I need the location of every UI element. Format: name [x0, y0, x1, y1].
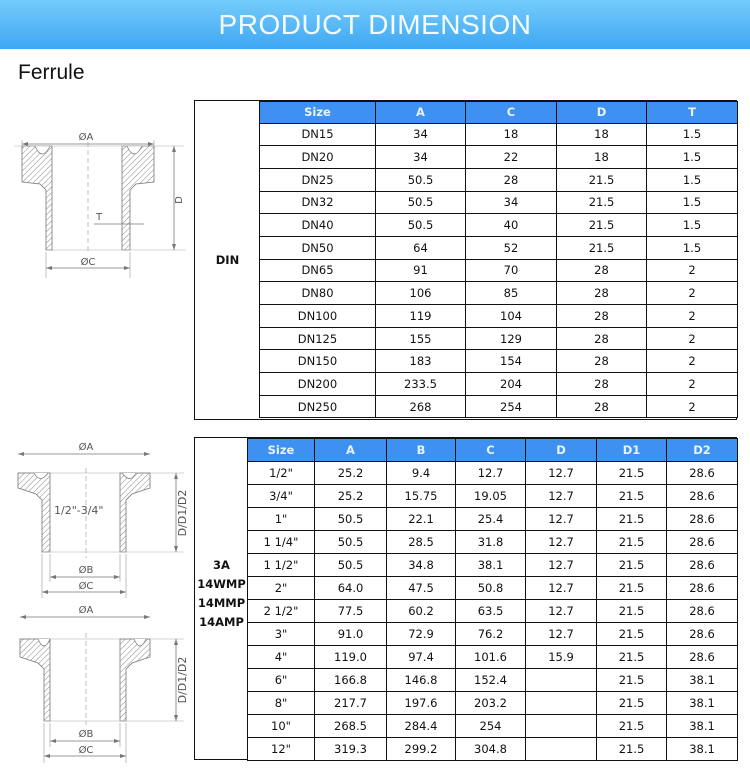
dim-b-label: ØB	[78, 729, 94, 740]
cell-d2: 28.6	[667, 461, 738, 484]
table-row	[248, 714, 738, 737]
cell-size: DN15	[260, 123, 376, 146]
group-label-line: 14AMP	[199, 615, 244, 629]
cell-a: 319.3	[315, 737, 387, 760]
cell-size: DN65	[260, 259, 376, 282]
cell-size: 2"	[248, 576, 315, 599]
cell-d: 12.7	[526, 530, 597, 553]
cell-a: 155	[376, 327, 466, 350]
cell-a: 34	[376, 146, 466, 169]
cell-a: 268.5	[315, 714, 387, 737]
cell-b: 197.6	[387, 691, 456, 714]
cell-b: 97.4	[387, 645, 456, 668]
dim-b-label: ØB	[78, 565, 94, 576]
header-d: D	[557, 101, 647, 123]
cell-b: 34.8	[387, 553, 456, 576]
cell-a: 233.5	[376, 373, 466, 396]
cell-size: DN32	[260, 191, 376, 214]
cell-d: 28	[557, 395, 647, 418]
cell-d1: 21.5	[597, 668, 667, 691]
cell-d: 28	[557, 327, 647, 350]
table-row	[260, 327, 738, 350]
cell-d2: 38.1	[667, 691, 738, 714]
table-row	[248, 507, 738, 530]
banner-title: PRODUCT DIMENSION	[218, 8, 532, 40]
cell-d1: 21.5	[597, 599, 667, 622]
cell-d: 28	[557, 282, 647, 305]
cell-d1: 21.5	[597, 507, 667, 530]
cell-d2: 28.6	[667, 530, 738, 553]
din-ferrule-drawing	[14, 128, 194, 278]
cell-b: 60.2	[387, 599, 456, 622]
cell-b: 284.4	[387, 714, 456, 737]
cell-size: 2 1/2"	[248, 599, 315, 622]
cell-a: 91	[376, 259, 466, 282]
din-group-label: DIN	[215, 253, 240, 267]
table-row	[248, 645, 738, 668]
cell-size: 10"	[248, 714, 315, 737]
cell-size: DN125	[260, 327, 376, 350]
cell-a: 119.0	[315, 645, 387, 668]
cell-d2: 28.6	[667, 553, 738, 576]
cell-a: 25.2	[315, 484, 387, 507]
cell-size: DN100	[260, 305, 376, 328]
cell-d2: 28.6	[667, 599, 738, 622]
cell-a: 166.8	[315, 668, 387, 691]
cell-a: 50.5	[315, 553, 387, 576]
header-size: Size	[248, 438, 315, 461]
cell-a: 119	[376, 305, 466, 328]
cell-d2: 38.1	[667, 714, 738, 737]
section-title: Ferrule	[18, 61, 85, 84]
cell-t: 2	[647, 373, 738, 396]
cell-d: 21.5	[557, 191, 647, 214]
cell-t: 2	[647, 305, 738, 328]
cell-t: 2	[647, 282, 738, 305]
cell-c: 254	[456, 714, 526, 737]
cell-c: 38.1	[456, 553, 526, 576]
cell-b: 47.5	[387, 576, 456, 599]
cell-d2: 28.6	[667, 507, 738, 530]
cell-d2: 28.6	[667, 576, 738, 599]
header-d1: D1	[597, 438, 667, 461]
small-ferrule-drawing	[14, 438, 194, 598]
table-row	[248, 668, 738, 691]
cell-d1: 21.5	[597, 484, 667, 507]
cell-d1: 21.5	[597, 622, 667, 645]
cell-d2: 28.6	[667, 645, 738, 668]
cell-size: 1/2"	[248, 461, 315, 484]
group-label-line: 3A	[213, 558, 230, 572]
cell-d1: 21.5	[597, 553, 667, 576]
cell-d1: 21.5	[597, 576, 667, 599]
dim-c-label: ØC	[78, 581, 94, 592]
cell-d	[526, 737, 597, 760]
cell-b: 9.4	[387, 461, 456, 484]
dim-c-label: ØC	[80, 257, 96, 268]
cell-d2: 38.1	[667, 737, 738, 760]
cell-d: 12.7	[526, 553, 597, 576]
cell-c: 63.5	[456, 599, 526, 622]
cell-a: 91.0	[315, 622, 387, 645]
cell-d1: 21.5	[597, 714, 667, 737]
cell-c: 28	[466, 168, 557, 191]
cell-d1: 21.5	[597, 691, 667, 714]
cell-size: DN250	[260, 395, 376, 418]
cell-d: 18	[557, 123, 647, 146]
cell-b: 72.9	[387, 622, 456, 645]
cell-a: 50.5	[376, 214, 466, 237]
cell-d1: 21.5	[597, 645, 667, 668]
cell-size: DN20	[260, 146, 376, 169]
cell-a: 50.5	[315, 530, 387, 553]
cell-d: 21.5	[557, 168, 647, 191]
cell-d: 12.7	[526, 622, 597, 645]
tri-clamp-dimension-table	[247, 438, 738, 761]
dim-a-label: ØA	[78, 132, 94, 143]
cell-b: 146.8	[387, 668, 456, 691]
cell-d: 12.7	[526, 507, 597, 530]
cell-c: 129	[466, 327, 557, 350]
cell-size: 6"	[248, 668, 315, 691]
cell-a: 50.5	[376, 191, 466, 214]
cell-size: 1"	[248, 507, 315, 530]
dim-t-label: T	[96, 212, 103, 223]
table-row	[260, 236, 738, 259]
header-c: C	[456, 438, 526, 461]
cell-a: 25.2	[315, 461, 387, 484]
table-row	[248, 576, 738, 599]
group-label-line: 14MMP	[197, 596, 246, 610]
header-d: D	[526, 438, 597, 461]
cell-d: 12.7	[526, 461, 597, 484]
table-row	[248, 530, 738, 553]
table-row	[260, 146, 738, 169]
cell-c: 154	[466, 350, 557, 373]
header-banner	[0, 0, 750, 49]
cell-c: 152.4	[456, 668, 526, 691]
dim-d-label: D/D1/D2	[176, 656, 189, 704]
cell-t: 1.5	[647, 191, 738, 214]
cell-d: 21.5	[557, 236, 647, 259]
table-row	[260, 305, 738, 328]
cell-c: 254	[466, 395, 557, 418]
cell-size: DN40	[260, 214, 376, 237]
cell-b: 28.5	[387, 530, 456, 553]
cell-d: 12.7	[526, 599, 597, 622]
header-a: A	[376, 101, 466, 123]
cell-c: 203.2	[456, 691, 526, 714]
table-row	[260, 259, 738, 282]
cell-c: 50.8	[456, 576, 526, 599]
cell-c: 76.2	[456, 622, 526, 645]
large-ferrule-drawing	[14, 603, 194, 763]
table-row	[260, 373, 738, 396]
table-row	[260, 214, 738, 237]
cell-size: DN150	[260, 350, 376, 373]
cell-d: 28	[557, 259, 647, 282]
table-row	[248, 484, 738, 507]
table-row	[260, 168, 738, 191]
dim-d-label: D/D1/D2	[176, 489, 189, 537]
cell-a: 64	[376, 236, 466, 259]
cell-c: 31.8	[456, 530, 526, 553]
cell-d1: 21.5	[597, 737, 667, 760]
table-header-row	[248, 438, 738, 461]
table-row	[248, 599, 738, 622]
cell-c: 101.6	[456, 645, 526, 668]
table-row	[248, 461, 738, 484]
cell-size: 4"	[248, 645, 315, 668]
cell-t: 2	[647, 395, 738, 418]
size-range-note: 1/2"-3/4"	[54, 504, 104, 517]
cell-d2: 28.6	[667, 622, 738, 645]
cell-t: 2	[647, 259, 738, 282]
cell-t: 1.5	[647, 123, 738, 146]
table-row	[248, 737, 738, 760]
cell-t: 1.5	[647, 168, 738, 191]
cell-t: 1.5	[647, 236, 738, 259]
cell-size: DN50	[260, 236, 376, 259]
cell-d	[526, 691, 597, 714]
cell-b: 299.2	[387, 737, 456, 760]
cell-d	[526, 668, 597, 691]
cell-c: 85	[466, 282, 557, 305]
table-row	[248, 622, 738, 645]
cell-c: 304.8	[456, 737, 526, 760]
table-row	[248, 553, 738, 576]
cell-c: 204	[466, 373, 557, 396]
cell-a: 34	[376, 123, 466, 146]
cell-c: 25.4	[456, 507, 526, 530]
cell-a: 217.7	[315, 691, 387, 714]
table-row	[260, 282, 738, 305]
cell-size: DN25	[260, 168, 376, 191]
cell-d: 18	[557, 146, 647, 169]
cell-d: 21.5	[557, 214, 647, 237]
cell-b: 15.75	[387, 484, 456, 507]
cell-t: 1.5	[647, 214, 738, 237]
cell-d: 28	[557, 305, 647, 328]
table-row	[260, 350, 738, 373]
header-c: C	[466, 101, 557, 123]
cell-d: 15.9	[526, 645, 597, 668]
dim-a-label: ØA	[78, 442, 94, 453]
cell-c: 19.05	[456, 484, 526, 507]
cell-d: 12.7	[526, 576, 597, 599]
header-a: A	[315, 438, 387, 461]
cell-d: 12.7	[526, 484, 597, 507]
cell-d1: 21.5	[597, 461, 667, 484]
cell-d	[526, 714, 597, 737]
cell-c: 104	[466, 305, 557, 328]
tri-group-label	[196, 556, 247, 632]
cell-t: 2	[647, 327, 738, 350]
cell-a: 77.5	[315, 599, 387, 622]
header-b: B	[387, 438, 456, 461]
cell-c: 52	[466, 236, 557, 259]
header-size: Size	[260, 101, 376, 123]
cell-size: DN80	[260, 282, 376, 305]
cell-d: 28	[557, 373, 647, 396]
din-dimension-table	[259, 101, 738, 419]
cell-t: 2	[647, 350, 738, 373]
cell-c: 34	[466, 191, 557, 214]
cell-c: 40	[466, 214, 557, 237]
cell-size: 1 1/2"	[248, 553, 315, 576]
cell-b: 22.1	[387, 507, 456, 530]
cell-d: 28	[557, 350, 647, 373]
cell-a: 50.5	[315, 507, 387, 530]
header-t: T	[647, 101, 738, 123]
cell-a: 106	[376, 282, 466, 305]
group-label-line: 14WMP	[197, 577, 246, 591]
cell-a: 64.0	[315, 576, 387, 599]
cell-d2: 38.1	[667, 668, 738, 691]
cell-d1: 21.5	[597, 530, 667, 553]
cell-c: 18	[466, 123, 557, 146]
dim-c-label: ØC	[78, 745, 94, 756]
cell-size: DN200	[260, 373, 376, 396]
cell-t: 1.5	[647, 146, 738, 169]
cell-size: 8"	[248, 691, 315, 714]
table-row	[260, 395, 738, 418]
cell-c: 70	[466, 259, 557, 282]
cell-size: 1 1/4"	[248, 530, 315, 553]
cell-a: 50.5	[376, 168, 466, 191]
cell-a: 183	[376, 350, 466, 373]
cell-c: 12.7	[456, 461, 526, 484]
cell-c: 22	[466, 146, 557, 169]
dim-a-label: ØA	[78, 605, 94, 616]
cell-size: 12"	[248, 737, 315, 760]
table-header-row	[260, 101, 738, 123]
cell-a: 268	[376, 395, 466, 418]
cell-size: 3/4"	[248, 484, 315, 507]
cell-d2: 28.6	[667, 484, 738, 507]
table-row	[260, 123, 738, 146]
header-d2: D2	[667, 438, 738, 461]
table-row	[260, 191, 738, 214]
cell-size: 3"	[248, 622, 315, 645]
table-row	[248, 691, 738, 714]
dim-d-label: D	[174, 196, 185, 204]
